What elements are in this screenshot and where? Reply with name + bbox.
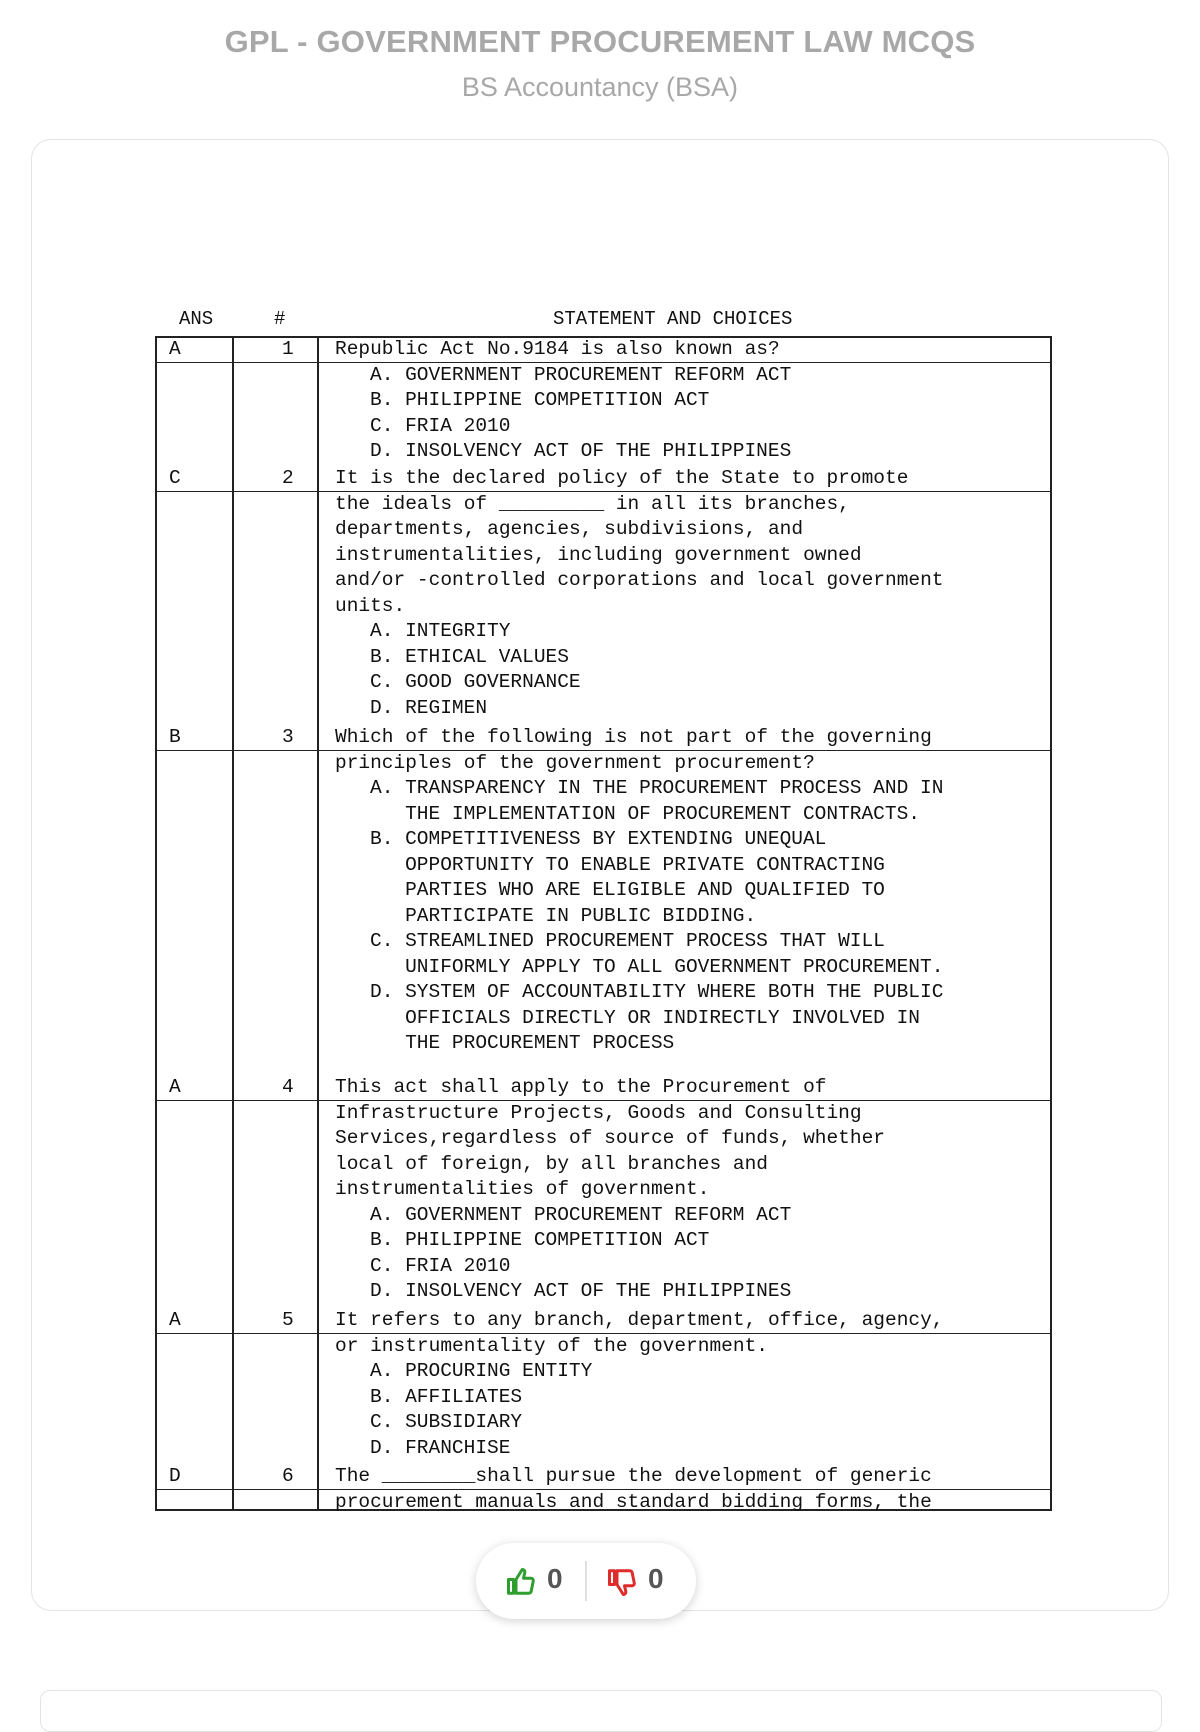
answer-cell: D [169,1465,181,1487]
question-text-line: The ________shall pursue the development of generic [335,1465,932,1487]
choice-line: B. AFFILIATES [370,1385,523,1408]
question-text-line: instrumentalities, including government owned [335,543,862,566]
vote-widget [476,1543,696,1619]
answer-cell: A [169,1309,181,1331]
page-title: GPL - GOVERNMENT PROCUREMENT LAW MCQS [224,24,976,59]
question-text-line: the ideals of _________ in all its branches, [335,492,850,515]
downvote-count: 0 [648,1563,664,1594]
question-text-line: Services,regardless of source of funds, whether [335,1127,885,1149]
choice-line: THE PROCUREMENT PROCESS [370,1032,675,1054]
question-number: 4 [282,1076,294,1098]
question-text-line: departments, agencies, subdivisions, and [335,518,804,540]
choice-line: A. PROCURING ENTITY [370,1360,593,1382]
question-text-line: Which of the following is not part of the governing [335,726,932,748]
header-statement: STATEMENT AND CHOICES [553,308,793,330]
header-ans: ANS [179,308,214,330]
choice-line: A. TRANSPARENCY IN THE PROCUREMENT PROCESS AND IN [370,777,944,799]
choice-line: C. FRIA 2010 [370,414,511,437]
choice-line: THE IMPLEMENTATION OF PROCUREMENT CONTRACTS. [370,802,920,825]
choice-line: D. FRANCHISE [370,1436,511,1459]
question-text-line: It is the declared policy of the State to promote [335,467,909,489]
choice-line: D. INSOLVENCY ACT OF THE PHILIPPINES [370,1280,792,1302]
choice-line: PARTIES WHO ARE ELIGIBLE AND QUALIFIED TO [370,879,885,901]
question-text-line: It refers to any branch, department, office, agency, [335,1309,944,1331]
question-text-line: units. [335,594,406,617]
choice-line: OPPORTUNITY TO ENABLE PRIVATE CONTRACTING [370,853,885,876]
choice-line: C. GOOD GOVERNANCE [370,671,581,693]
upvote-count: 0 [547,1563,563,1594]
choice-line: D. INSOLVENCY ACT OF THE PHILIPPINES [370,440,792,462]
choice-line: D. REGIMEN [370,696,488,719]
page-subtitle: BS Accountancy (BSA) [461,72,739,102]
choice-line: A. INTEGRITY [370,620,511,642]
question-text-line: local of foreign, by all branches and [335,1152,768,1175]
choice-line: A. GOVERNMENT PROCUREMENT REFORM ACT [370,363,792,386]
question-text-line: This act shall apply to the Procurement of [335,1076,827,1098]
choice-line: C. FRIA 2010 [370,1254,511,1277]
answer-cell: A [169,338,181,360]
choice-line: B. PHILIPPINE COMPETITION ACT [370,1229,710,1251]
next-card-edge [40,1690,1162,1732]
choice-line: D. SYSTEM OF ACCOUNTABILITY WHERE BOTH THE PUBLIC [370,981,944,1003]
question-text-line: or instrumentality of the government. [335,1334,768,1357]
choice-line: PARTICIPATE IN PUBLIC BIDDING. [370,904,757,927]
question-number: 3 [282,726,294,748]
question-text-line: instrumentalities of government. [335,1178,710,1200]
header-number: # [274,308,286,330]
question-number: 6 [282,1465,294,1487]
question-text-line: principles of the government procurement? [335,751,815,774]
vote-divider [585,1561,587,1601]
question-text-line: Republic Act No.9184 is also known as? [335,338,780,360]
choice-line: C. STREAMLINED PROCUREMENT PROCESS THAT WILL [370,930,885,952]
choice-line: B. COMPETITIVENESS BY EXTENDING UNEQUAL [370,828,827,850]
choice-line: A. GOVERNMENT PROCUREMENT REFORM ACT [370,1203,792,1226]
choice-line: C. SUBSIDIARY [370,1411,523,1433]
answer-cell: A [169,1076,181,1098]
question-text-line: procurement manuals and standard bidding forms, the [335,1490,932,1513]
question-number: 1 [282,338,294,360]
choice-line: OFFICIALS DIRECTLY OR INDIRECTLY INVOLVED IN [370,1006,920,1029]
choice-line: UNIFORMLY APPLY TO ALL GOVERNMENT PROCUREMENT. [370,955,944,978]
choice-line: B. ETHICAL VALUES [370,645,569,668]
thumbs-up-icon[interactable] [506,1567,536,1597]
question-text-line: and/or -controlled corporations and local government [335,569,944,591]
answer-cell: C [169,467,181,489]
question-number: 2 [282,467,294,489]
choice-line: B. PHILIPPINE COMPETITION ACT [370,389,710,411]
thumbs-down-icon[interactable] [607,1567,637,1597]
answer-cell: B [169,726,181,748]
question-number: 5 [282,1309,294,1331]
question-text-line: Infrastructure Projects, Goods and Consulting [335,1101,862,1124]
